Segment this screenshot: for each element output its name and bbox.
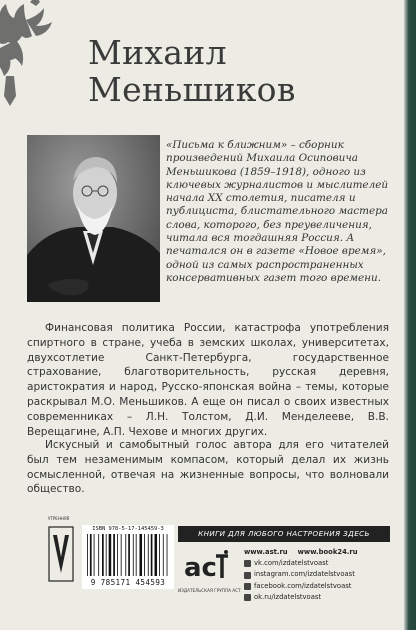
barcode-bar bbox=[98, 534, 99, 576]
description-paragraph-2: Искусный и самобытный голос автора для его читателей был тем незаменимым компасом, который делал их жизнь осмысленной, отвечая на жизненные вопросы, что волновали общество. bbox=[27, 439, 389, 496]
barcode-bar bbox=[109, 534, 112, 576]
barcode-bar bbox=[90, 534, 92, 576]
barcode-bar bbox=[151, 534, 153, 576]
vk-icon bbox=[244, 560, 251, 567]
barcode-bar bbox=[121, 534, 122, 576]
series-small-label: УТРЕННЯЯ bbox=[48, 516, 70, 521]
barcode-bar bbox=[163, 534, 164, 576]
barcode-bar bbox=[106, 534, 107, 576]
ast-publisher-logo bbox=[182, 548, 230, 582]
barcode-bar bbox=[94, 534, 95, 576]
link-book24-site[interactable]: www.book24.ru bbox=[297, 548, 358, 556]
isbn-label: ISBN 978-5-17-145459-3 bbox=[92, 526, 164, 532]
barcode-bar bbox=[167, 534, 168, 576]
spine-edge bbox=[404, 0, 416, 630]
publisher-links bbox=[244, 547, 394, 603]
ok-icon bbox=[244, 594, 251, 601]
barcode-bar bbox=[159, 534, 160, 576]
barcode bbox=[82, 525, 174, 589]
link-vk[interactable]: vk.com/izdatelstvoast bbox=[254, 559, 329, 568]
author-last-name: Меньшиков bbox=[88, 70, 296, 109]
author-portrait bbox=[27, 135, 160, 302]
link-facebook[interactable]: facebook.com/izdatelstvoast bbox=[254, 581, 352, 590]
barcode-bar bbox=[133, 534, 134, 576]
link-ok[interactable]: ok.ru/izdatelstvoast bbox=[254, 592, 322, 601]
barcode-bar bbox=[155, 534, 158, 576]
barcode-bar bbox=[148, 534, 149, 576]
instagram-icon bbox=[244, 572, 251, 579]
barcode-bar bbox=[136, 534, 137, 576]
barcode-bar bbox=[87, 534, 88, 576]
publisher-slogan: КНИГИ ДЛЯ ЛЮБОГО НАСТРОЕНИЯ ЗДЕСЬ bbox=[178, 526, 390, 542]
description-paragraph-1: Финансовая политика России, катастрофа употребления спиртного в стране, учеба в земских школах, университетах, двухсотлетие Санкт-Петербурга, государственное страхование, благотворительность, русская деревня, аристократия и народ, Русско-японская война – темы, которые раскрывал М.О. Меньшиков. А еще он писал о своих известных современниках – Л.Н. Толстом, Д.И. Менделееве, В.В. Верещагине, А.П. Чехове и многих других. bbox=[27, 322, 389, 438]
barcode-bar bbox=[102, 534, 104, 576]
author-name bbox=[88, 34, 388, 108]
barcode-bar bbox=[144, 534, 145, 576]
double-headed-eagle-emblem bbox=[0, 0, 68, 108]
link-instagram[interactable]: instagram.com/izdatelstvoast bbox=[254, 570, 355, 579]
barcode-bar bbox=[125, 534, 126, 576]
publisher-group-label: ИЗДАТЕЛЬСКАЯ ГРУППА АСТ bbox=[178, 588, 241, 593]
barcode-bars bbox=[87, 534, 169, 576]
facebook-icon bbox=[244, 583, 251, 590]
author-first-name: Михаил bbox=[88, 33, 227, 72]
intro-text: «Письма к ближним» – сборник произведений Михаила Осиповича Меньшикова (1859–1918), одного из ключевых журналистов и мыслителей начала XX столетия, писателя и публициста, блистательного мастера слова, которого, без преувеличения, читала вся тогдашняя Россия. А печатался он в газете «Новое время», одной из самых распространенных консервативных газет того времени. bbox=[166, 139, 389, 284]
barcode-bar bbox=[140, 534, 143, 576]
svg-text:ас: ас bbox=[184, 553, 217, 582]
barcode-bar bbox=[117, 534, 118, 576]
ean-digits: 9 785171 454593 bbox=[90, 578, 166, 587]
barcode-bar bbox=[128, 534, 130, 576]
link-ast-site[interactable]: www.ast.ru bbox=[244, 548, 288, 556]
barcode-bar bbox=[113, 534, 115, 576]
series-v-logo bbox=[48, 523, 74, 583]
